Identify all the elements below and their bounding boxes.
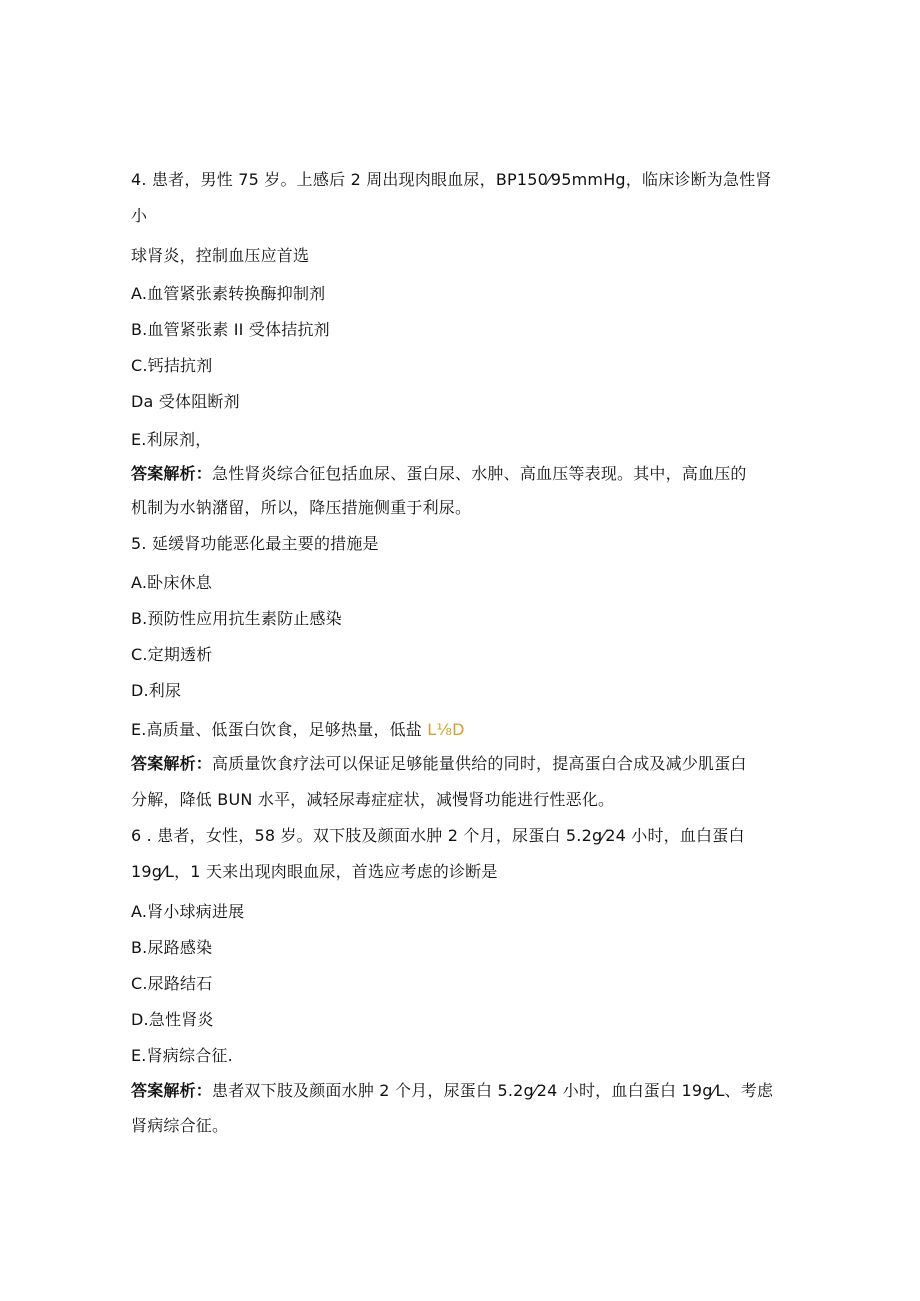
q5-option-e	[131, 720, 465, 740]
q5-option-d: D.利尿	[131, 681, 182, 700]
q5-option-c: C.定期透析	[131, 645, 213, 664]
q5-option-e-text: E.高质量、低蛋白饮食，足够热量，低盐	[131, 720, 428, 739]
q5-stem-line1: 5. 延缓肾功能恶化最主要的措施是	[131, 534, 379, 553]
q4-stem-wrap: 小	[131, 206, 148, 225]
q5-analysis-text1: 高质量饮食疗法可以保证足够能量供给的同时，提高蛋白合成及减少肌蛋白	[212, 754, 747, 773]
q6-option-c: C.尿路结石	[131, 974, 213, 993]
q4-analysis-label: 答案解析：	[131, 464, 213, 483]
q4-stem-line2: 球肾炎，控制血压应首选	[131, 246, 310, 265]
q6-analysis-text1: 患者双下肢及颜面水肿 2 个月，尿蛋白 5.2g⁄24 小时，血白蛋白 19g⁄L、考虑	[212, 1081, 774, 1100]
q5-option-b: B.预防性应用抗生素防止感染	[131, 609, 342, 628]
q4-option-e: E.利尿剂，	[131, 430, 212, 449]
q6-analysis-label: 答案解析：	[131, 1081, 213, 1100]
q6-option-a: A.肾小球病进展	[131, 902, 245, 921]
q5-analysis-line1	[131, 754, 747, 774]
q5-option-e-suffix: L⅛D	[427, 720, 465, 739]
q6-analysis-line1	[131, 1081, 773, 1101]
q6-analysis-line2: 肾病综合征。	[131, 1116, 229, 1135]
q6-stem-line1: 6 . 患者，女性，58 岁。双下肢及颜面水肿 2 个月，尿蛋白 5.2g⁄24 小时，血白蛋白	[131, 826, 745, 845]
q6-option-b: B.尿路感染	[131, 938, 213, 957]
q4-option-c: C.钙拮抗剂	[131, 356, 213, 375]
q4-analysis-line2: 机制为水钠潴留，所以，降压措施侧重于利尿。	[131, 498, 472, 517]
q6-option-e: E.肾病综合征.	[131, 1046, 233, 1065]
q4-analysis-line1	[131, 464, 747, 484]
q5-analysis-label: 答案解析：	[131, 754, 213, 773]
q4-option-a: A.血管紧张素转换酶抑制剂	[131, 284, 326, 303]
q6-option-d: D.急性肾炎	[131, 1010, 214, 1029]
q5-option-a: A.卧床休息	[131, 573, 212, 592]
q6-stem-line2: 19g⁄L，1 天来出现肉眼血尿，首选应考虑的诊断是	[131, 862, 498, 881]
q5-analysis-line2: 分解，降低 BUN 水平，减轻尿毒症症状，减慢肾功能进行性恶化。	[131, 790, 615, 809]
q4-option-b: B.血管紧张素 II 受体拮抗剂	[131, 320, 330, 339]
q4-analysis-text1: 急性肾炎综合征包括血尿、蛋白尿、水肿、高血压等表现。其中，高血压的	[212, 464, 747, 483]
q4-option-d: Da 受体阻断剂	[131, 392, 240, 411]
q4-stem-line1: 4. 患者，男性 75 岁。上感后 2 周出现肉眼血尿，BP150⁄95mmHg，临床诊断为急性肾	[131, 170, 772, 189]
